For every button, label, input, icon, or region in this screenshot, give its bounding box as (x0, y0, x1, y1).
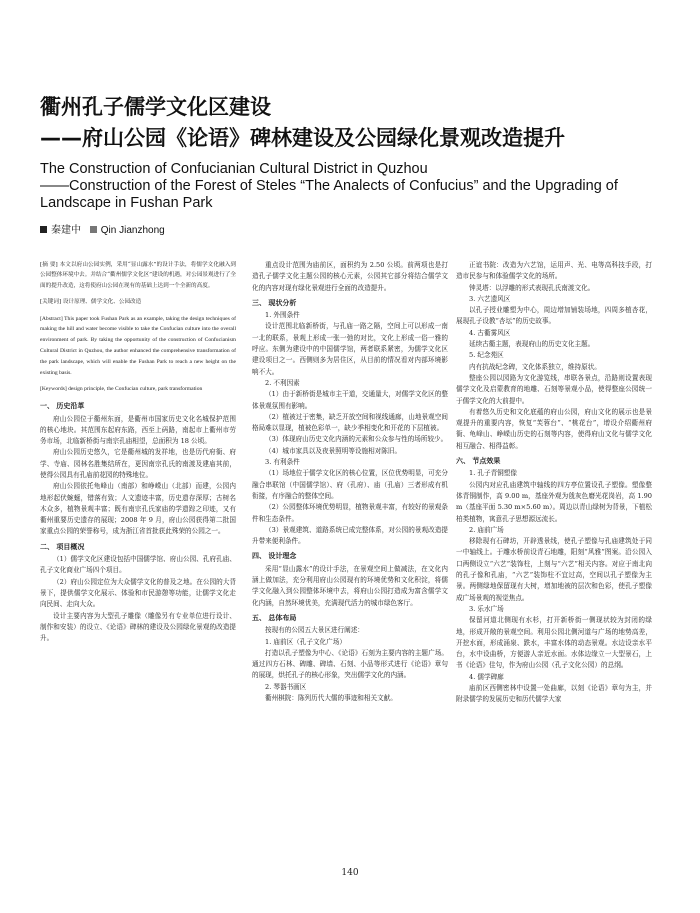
paragraph: 打造以孔子塑像为中心、《论语》石刻为主要内容的主题广场。通过四方石林、碑雕、碑墙、石刻、小品等形式进行《论语》章句的展现，烘托孔子的核心形象，突出儒学文化的内涵。 (252, 648, 448, 680)
paragraph: （3）景观建筑、道路系统已成完整体系，对公园的景观改造提升带来便利条件。 (252, 525, 448, 546)
paragraph: 设计范围北临新桥街，与孔庙一路之隔，空间上可以形成一南一北的联系，景观上形成一张一弛的对比，文化上形成一俗一雅的呼应。东侧为建设中的中国儒学馆，两者联系紧密，为儒学文化区建设项目之一。西侧则多为居住区，从目前的情况看对内部环境影响不大。 (252, 322, 448, 376)
title-en-line2: ——Construction of the Forest of Steles “The Analects of Confucius” and the Upgrading of (40, 178, 618, 194)
paragraph: （4）城市家具以及夜景照明等设施相对陈旧。 (265, 446, 402, 455)
square-bullet-icon (40, 226, 47, 233)
section-heading: 二、 项目概况 (40, 542, 85, 551)
paragraph: 府山公园位于衢州东面，是衢州市国家历史文化名城保护范围的核心地块。其范围东起府东路，西至上码路，南起市上衢州市劳务市场，北临新桥街与南宗孔庙相望，总面积为 18 公顷。 (40, 414, 236, 446)
author-en: Qin Jianzhong (100, 225, 165, 236)
abstract-cn: [摘 要] 本文以府山公园实例，采用“显山露水”的设计手法，将儒学文化融入到公园整体环境中去。并结合“衢州儒学文化区”建设的机遇，对公园景观进行了全面的提升改造，这将使府山公园在现有的基础上达到一个全新的高度。 (40, 262, 236, 289)
column-2 (252, 260, 448, 704)
subsection-heading: 1. 外围条件 (265, 311, 300, 320)
subsection-heading: 3. 有利条件 (265, 458, 300, 467)
subsection-heading: 2. 庙前广场 (469, 525, 504, 534)
paragraph: 有着悠久历史和文化底蕴的府山公园，府山文化的展示也是景观提升的重要内容，恢复“芙蓉台”、“桃花台”，增设介绍衢州府衙、龟峰山、峥嵘山历史的石刻等内容，使得府山文化与儒学文化相互融合、相得益彰。 (456, 407, 652, 450)
subsection-heading: 4. 古衢雾风区 (469, 328, 511, 337)
paragraph: （3）体现府山历史文化内涵的元素和公众参与性的场所较少。 (265, 435, 448, 444)
author-line (40, 225, 680, 237)
author-cn: 秦建中 (51, 225, 81, 236)
keywords-en: [Keywords] design principle, the Confucian culture, park transformation (40, 386, 203, 393)
paragraph: 按现有的公园五大景区进行阐述： (265, 626, 364, 635)
square-bullet-icon (90, 226, 97, 233)
paragraph: （2）公园整体环境优势明显，植物景观丰富，有较好的景观条件和生态条件。 (252, 503, 448, 523)
paragraph: 延续古衢主题，表现府山的历史文化主题。 (469, 340, 595, 349)
subsection-heading: 1. 孔子青铜塑像 (469, 469, 517, 478)
paragraph: 衢州棋院：陈列历代大儒的事迹和相关文献。 (265, 693, 397, 702)
title-en-line3: Landscape in Fushan Park (40, 195, 213, 211)
keywords-cn: [关键词] 设计原理、儒学文化、公园改造 (40, 299, 142, 306)
title-cn-line1: 衢州孔子儒学文化区建设 (40, 95, 271, 119)
section-heading: 六、 节点效果 (456, 457, 501, 466)
paragraph: （1）由于新桥街是城市主干道，交通量大，对儒学文化区的整体景观氛围有影响。 (252, 390, 448, 410)
subsection-heading: 1. 庙前区（孔子文化广场） (265, 637, 346, 646)
column-1 (40, 260, 236, 644)
subsection-heading: 3. 乐水广场 (469, 604, 504, 613)
abstract-en: [Abstract] This paper took Fushan Park as an example, taking the design techniques of making the hill and water become visible to take the Confucian culture into the overall environment of park. By taking the opportunity of the construction of Confucianism Cultural District in Quzhou, the author enhanced the comprehensive transformation of the park landscape, which will enable the Fushan Park to reach a new height on the existing basis. (40, 315, 236, 376)
paragraph: 重点设计范围为庙前区，面积约为 2.50 公顷。前两项也是打造孔子儒学文化主题公园的核心元素，公园其它部分将结合儒学文化的内容对现有绿化景观进行全面的改造提升。 (252, 261, 448, 292)
title-en-line1: The Construction of Confucianian Cultural District in Quzhou (40, 161, 428, 177)
title-en (40, 161, 680, 212)
paragraph: 正谊书院：改造为六艺馆，运用声、光、电等高科技手段，打造市民参与和体验儒学文化的场所。 (456, 261, 652, 281)
paragraph: （1）场地位于儒学文化区的核心位置，区位优势明显，可充分融合串联馆（中国儒学馆）、府（孔府）、庙（孔庙）三者形成有机衔接，有序融合的整体空间。 (252, 469, 448, 500)
paragraph: 钟灵塔：以浮雕的形式表现孔氏南渡文化。 (469, 283, 595, 292)
paragraph: 内有抗战纪念碑，文化体系独立，维持原状。 (469, 362, 601, 371)
section-heading: 四、 设计理念 (252, 552, 297, 561)
paragraph: （2）植被过于密集，缺乏开放空间和视线通廊，山地景观空间格局难以显现，植被色彩单一，缺少季相变化和开花的下层植被。 (252, 412, 448, 433)
section-heading: 三、 现状分析 (252, 298, 297, 307)
subsection-heading: 2. 琴器书画区 (265, 682, 307, 691)
paragraph: 以孔子授业雕塑为中心，周边增加铺装场地，四周多植杏花，展现孔子设教“杏坛”的历史故事。 (456, 306, 652, 326)
paragraph: （2）府山公园定位为大众儒学文化的普及之地。在公园的大背景下，提供儒学文化展示、体验和市民游憩等功能，让儒学文化走向民间、走向大众。 (40, 577, 236, 609)
paragraph: 庙前区西侧密林中设置一处曲廊，以刻《论语》章句为主，并附录儒学的发展历史和历代儒学大家 (456, 683, 652, 704)
title-cn-line2: ——府山公园《论语》碑林建设及公园绿化景观改造提升 (40, 126, 565, 150)
column-3 (456, 260, 652, 706)
paragraph: 府山公园历史悠久，它是衢州城的发祥地，也是历代府衙、府学、寺庙、园林名胜集结所在，更因南宗孔氏的南渡及建庙其前，使得公园具有孔庙前花园的特殊地位。 (40, 448, 236, 479)
paragraph: 采用“显山露水”的设计手法，在景观空间上做减法，在文化内涵上做加法，充分利用府山公园现有的环境优势和文化积淀，将儒学文化融入到公园整体环境中去，将府山公园打造成为富含儒学文化内涵，自然环境优美，充满现代活力的城市绿色客厅。 (252, 564, 448, 607)
paragraph: 整座公园以园路为文化游览线，串联各景点，沿路则设置表现儒学文化及启蒙教育的地雕、石刻等景观小品，使得整座公园统一于儒学文化的大前提中。 (456, 373, 652, 405)
paragraph: 移除现有石碑坊，开辟透景线，使孔子塑像与孔庙建筑处于同一中轴线上。于雕水桥前设青石地雕，阳刻“风雅”图案。沿公园入口两侧设立“六艺”装饰柱，上刻与“六艺”相关内容。对应于南北向的孔子像和孔庙，“六艺”装饰柱不宜过高，空间以孔子塑像为主景。两侧绿地保留现有大树，增加地被的层次和色彩，使孔子塑像成广场景观的视觉焦点。 (456, 537, 652, 602)
paragraph: 保留河道北侧现有水杉，打开新桥街一侧现状较为封闭的绿地，形成开敞的景观空间。利用公园北侧河道与广场的地势高差，开挖水面，形成涌泉、跌水，丰富水体的动态景观。水边设亲水平台，水中设曲桥，方便游人亲近水面。水体边缘立一大型景石，上书《论语》佳句，作为府山公园（孔子文化公园）的总纲。 (456, 616, 652, 670)
title-cn (40, 92, 680, 154)
paragraph: 公园内对应孔庙建筑中轴线的四方亭位置设孔子塑像。塑像整体青铜制作，高 9.00 m，基座外观为戗灰色磨光花岗岩，高 1.90 m（基座平面 5.30 m×5.60 m）。周边以青山绿树为背景，下植松柏类植物，寓意孔子思想源远流长。 (456, 480, 652, 523)
subsection-heading: 5. 纪念苑区 (469, 351, 504, 360)
section-heading: 五、 总体布局 (252, 613, 297, 622)
subsection-heading: 2. 不利因素 (265, 378, 300, 387)
subsection-heading: 4. 儒学碑廊 (469, 672, 504, 681)
page-number: 140 (341, 868, 359, 878)
subsection-heading: 3. 六艺遗风区 (469, 294, 511, 303)
paragraph: （1）儒学文化区建设包括中国儒学馆、府山公园、孔府孔庙、孔子文化商业广场四个项目。 (40, 555, 236, 575)
paragraph: 设计主要内容为大型孔子雕像（雕像另有专业单位进行设计、制作和安装）的设立、《论语》碑林的建设及公园绿化景观的改造提升。 (40, 611, 236, 643)
section-heading: 一、 历史沿革 (40, 402, 85, 411)
paragraph: 府山公园依托龟峰山（南部）和峥嵘山（北部）而建，公园内地形起伏蜿蜒，错落有致；人文遗迹丰富，历史遗存深厚；古树名木众多，植物景观丰富；既有南宗孔氏家庙的学遗踪之印迹，又有衢州重要历史遗存的展现；2008 年 9 月，府山公园获得第二批国家重点公园的荣誉称号，成为浙江省首批获此殊荣的公园之一。 (40, 482, 236, 536)
